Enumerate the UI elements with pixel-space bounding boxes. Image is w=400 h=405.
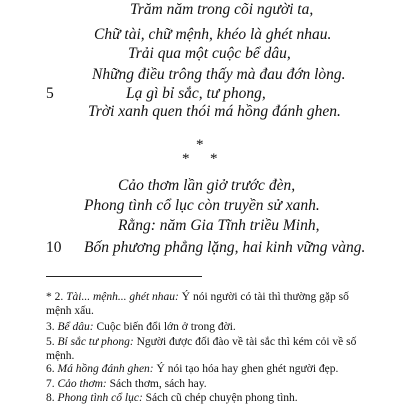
footnote-number: 6. xyxy=(46,363,58,375)
footnote-text: Sách cũ chép chuyện phong tình. xyxy=(142,392,298,404)
verse-line-2: Chữ tài, chữ mệnh, khéo là ghét nhau. xyxy=(94,26,332,43)
verse-line-1: Trăm năm trong cõi người ta, xyxy=(130,1,314,18)
footnote-text: Người được đối đào về tài sắc thì kém cỏi về số mệnh. xyxy=(46,336,357,362)
line-number-5: 5 xyxy=(46,85,54,102)
footnote-3 xyxy=(46,320,376,334)
footnote-text: Cuộc biến đổi lớn ở trong đời. xyxy=(93,321,236,333)
separator-star-left: * xyxy=(182,151,190,167)
footnote-text: Sách thơm, sách hay. xyxy=(106,378,207,390)
footnote-number: * 2. xyxy=(46,291,67,303)
footnote-rule xyxy=(46,276,202,277)
verse-line-10: Bốn phương phẳng lặng, hai kinh vững vàng. xyxy=(84,239,366,256)
footnote-number: 5. xyxy=(46,336,58,348)
footnote-term: Phong tình cổ lục: xyxy=(57,392,143,404)
footnote-term: Tài... mệnh... ghét nhau: xyxy=(66,291,179,303)
verse-line-9: Rằng: năm Gia Tĩnh triều Minh, xyxy=(118,217,320,234)
footnote-number: 7. xyxy=(46,378,58,390)
footnote-term: Cảo thơm: xyxy=(57,378,107,390)
verse-line-5: Lạ gì bỉ sắc, tư phong, xyxy=(126,85,266,102)
footnote-number: 3. xyxy=(46,321,58,333)
footnote-term: Bỉ sắc tư phong: xyxy=(57,336,134,348)
footnote-term: Má hồng đánh ghen: xyxy=(57,363,154,375)
verse-line-8: Phong tình cổ lục còn truyền sử xanh. xyxy=(84,197,320,214)
footnote-5 xyxy=(46,335,376,363)
footnote-term: Bể dâu: xyxy=(57,321,94,333)
footnote-2 xyxy=(46,290,376,318)
footnote-6 xyxy=(46,362,376,376)
separator-star-right: * xyxy=(210,151,218,167)
footnote-text: Ý nói tạo hóa hay ghen ghét người đẹp. xyxy=(153,363,339,375)
verse-line-4: Những điều trông thấy mà đau đớn lòng. xyxy=(92,66,346,83)
verse-line-3: Trải qua một cuộc bể dâu, xyxy=(128,45,291,62)
footnote-7 xyxy=(46,377,376,391)
footnote-8 xyxy=(46,391,376,405)
verse-line-7: Cảo thơm lần giở trước đèn, xyxy=(118,177,296,194)
footnote-text: Ý nói người có tài thì thường gặp số mệnh xấu. xyxy=(46,291,349,317)
line-number-10: 10 xyxy=(46,239,62,256)
footnote-number: 8. xyxy=(46,392,58,404)
verse-line-6: Trời xanh quen thói má hồng đánh ghen. xyxy=(88,103,341,120)
separator-star-top: * xyxy=(196,137,204,153)
